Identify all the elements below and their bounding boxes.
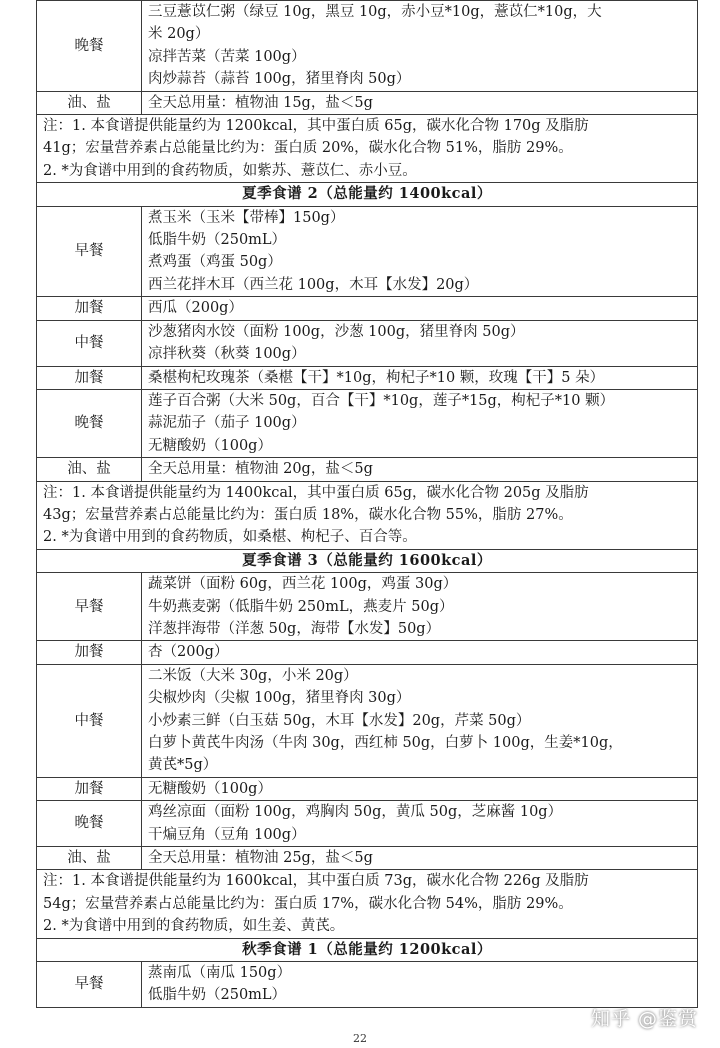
meal-row (37, 962, 698, 1008)
note-row (37, 870, 698, 938)
meal-label: 中餐 (37, 320, 142, 366)
meal-row (37, 573, 698, 641)
meal-label: 早餐 (37, 206, 142, 297)
meal-row (37, 91, 698, 114)
meal-label: 早餐 (37, 962, 142, 1008)
note-line: 注：1. 本食谱提供能量约为 1600kcal，其中蛋白质 73g，碳水化合物 226g 及脂肪 (43, 873, 589, 890)
note-line: 41g；宏量营养素占总能量比约为：蛋白质 20%，碳水化合物 51%，脂肪 29%。 (43, 140, 573, 157)
section-title: 夏季食谱 3（总能量约 1600kcal） (37, 549, 698, 572)
meal-items (142, 777, 698, 800)
note-line: 2. *为食谱中用到的食药物质，如桑椹、枸杞子、百合等。 (43, 529, 417, 546)
menu-item-line: 莲子百合粥（大米 50g，百合【干】*10g，莲子*15g，枸杞子*10 颗） (148, 392, 615, 409)
page-number: 22 (353, 1032, 367, 1045)
meal-items (142, 320, 698, 366)
menu-item-line: 低脂牛奶（250mL） (148, 987, 287, 1004)
section-header-row (37, 183, 698, 206)
meal-items (142, 91, 698, 114)
menu-item-line: 三豆薏苡仁粥（绿豆 10g，黑豆 10g，赤小豆*10g，薏苡仁*10g，大 (148, 4, 602, 20)
meal-label: 中餐 (37, 664, 142, 777)
menu-item-line: 全天总用量：植物油 15g，盐＜5g (148, 94, 373, 111)
section-title: 夏季食谱 2（总能量约 1400kcal） (37, 183, 698, 206)
section-title: 秋季食谱 1（总能量约 1200kcal） (37, 938, 698, 961)
meal-row (37, 206, 698, 297)
note-line: 2. *为食谱中用到的食药物质，如紫苏、薏苡仁、赤小豆。 (43, 162, 417, 179)
meal-label: 晚餐 (37, 1, 142, 92)
meal-items (142, 573, 698, 641)
meal-label: 加餐 (37, 641, 142, 664)
meal-items (142, 389, 698, 457)
meal-items (142, 641, 698, 664)
menu-item-line: 煮玉米（玉米【带棒】150g） (148, 209, 345, 226)
meal-row (37, 1, 698, 92)
menu-item-line: 米 20g） (148, 26, 210, 43)
menu-table (36, 0, 698, 1008)
meal-items (142, 801, 698, 847)
meal-label: 晚餐 (37, 801, 142, 847)
menu-item-line: 无糖酸奶（100g） (148, 780, 272, 797)
menu-item-line: 干煸豆角（豆角 100g） (148, 826, 306, 843)
note-line: 注：1. 本食谱提供能量约为 1200kcal，其中蛋白质 65g，碳水化合物 170g 及脂肪 (43, 118, 589, 135)
menu-item-line: 白萝卜黄芪牛肉汤（牛肉 30g，西红柿 50g，白萝卜 100g，生姜*10g， (148, 735, 623, 751)
menu-item-line: 牛奶燕麦粥（低脂牛奶 250mL，燕麦片 50g） (148, 598, 454, 615)
meal-label: 油、盐 (37, 91, 142, 114)
meal-label: 油、盐 (37, 458, 142, 481)
menu-item-line: 凉拌苦菜（苦菜 100g） (148, 48, 306, 65)
meal-label: 加餐 (37, 366, 142, 389)
meal-row (37, 366, 698, 389)
note-line: 43g；宏量营养素占总能量比约为：蛋白质 18%，碳水化合物 55%，脂肪 27%。 (43, 506, 573, 523)
note-line: 54g；宏量营养素占总能量比约为：蛋白质 17%，碳水化合物 54%，脂肪 29%。 (43, 895, 573, 912)
nutrition-note (37, 870, 698, 938)
menu-item-line: 二米饭（大米 30g，小米 20g） (148, 667, 358, 684)
meal-row (37, 801, 698, 847)
menu-item-line: 蒸南瓜（南瓜 150g） (148, 965, 292, 982)
menu-item-line: 无糖酸奶（100g） (148, 437, 272, 454)
meal-row (37, 777, 698, 800)
meal-label: 油、盐 (37, 847, 142, 870)
menu-item-line: 低脂牛奶（250mL） (148, 232, 287, 249)
menu-item-line: 杏（200g） (148, 644, 229, 661)
meal-label: 晚餐 (37, 389, 142, 457)
menu-item-line: 鸡丝凉面（面粉 100g，鸡胸肉 50g，黄瓜 50g，芝麻酱 10g） (148, 804, 563, 821)
meal-items (142, 366, 698, 389)
meal-items (142, 664, 698, 777)
nutrition-note (37, 481, 698, 549)
note-line: 注：1. 本食谱提供能量约为 1400kcal，其中蛋白质 65g，碳水化合物 205g 及脂肪 (43, 484, 589, 501)
meal-row (37, 458, 698, 481)
menu-item-line: 肉炒蒜苔（蒜苔 100g，猪里脊肉 50g） (148, 71, 411, 88)
meal-row (37, 847, 698, 870)
meal-row (37, 297, 698, 320)
meal-row (37, 641, 698, 664)
meal-label: 加餐 (37, 777, 142, 800)
menu-item-line: 西瓜（200g） (148, 300, 243, 317)
section-header-row (37, 938, 698, 961)
menu-item-line: 煮鸡蛋（鸡蛋 50g） (148, 254, 282, 271)
menu-item-line: 桑椹枸杞玫瑰茶（桑椹【干】*10g，枸杞子*10 颗，玫瑰【干】5 朵） (148, 369, 605, 386)
nutrition-note (37, 115, 698, 183)
meal-items (142, 297, 698, 320)
menu-table-body (37, 1, 698, 1008)
meal-row (37, 320, 698, 366)
menu-item-line: 蔬菜饼（面粉 60g，西兰花 100g，鸡蛋 30g） (148, 576, 458, 593)
meal-items (142, 962, 698, 1008)
meal-items (142, 1, 698, 92)
menu-item-line: 蒜泥茄子（茄子 100g） (148, 415, 306, 432)
note-line: 2. *为食谱中用到的食药物质，如生姜、黄芪。 (43, 918, 345, 935)
menu-item-line: 尖椒炒肉（尖椒 100g，猪里脊肉 30g） (148, 690, 411, 707)
meal-items (142, 206, 698, 297)
meal-row (37, 664, 698, 777)
meal-label: 早餐 (37, 573, 142, 641)
menu-item-line: 全天总用量：植物油 25g，盐＜5g (148, 850, 373, 867)
note-row (37, 115, 698, 183)
section-header-row (37, 549, 698, 572)
meal-row (37, 389, 698, 457)
watermark: 知乎 @鉴赏 (590, 1008, 698, 1030)
menu-item-line: 凉拌秋葵（秋葵 100g） (148, 346, 306, 363)
menu-item-line: 西兰花拌木耳（西兰花 100g，木耳【水发】20g） (148, 276, 479, 293)
meal-label: 加餐 (37, 297, 142, 320)
menu-item-line: 黄芪*5g） (148, 757, 218, 774)
menu-item-line: 全天总用量：植物油 20g，盐＜5g (148, 461, 373, 478)
menu-item-line: 洋葱拌海带（洋葱 50g，海带【水发】50g） (148, 620, 441, 637)
menu-item-line: 沙葱猪肉水饺（面粉 100g，沙葱 100g，猪里脊肉 50g） (148, 323, 525, 340)
note-row (37, 481, 698, 549)
meal-items (142, 847, 698, 870)
meal-items (142, 458, 698, 481)
menu-item-line: 小炒素三鲜（白玉菇 50g，木耳【水发】20g，芹菜 50g） (148, 712, 531, 729)
